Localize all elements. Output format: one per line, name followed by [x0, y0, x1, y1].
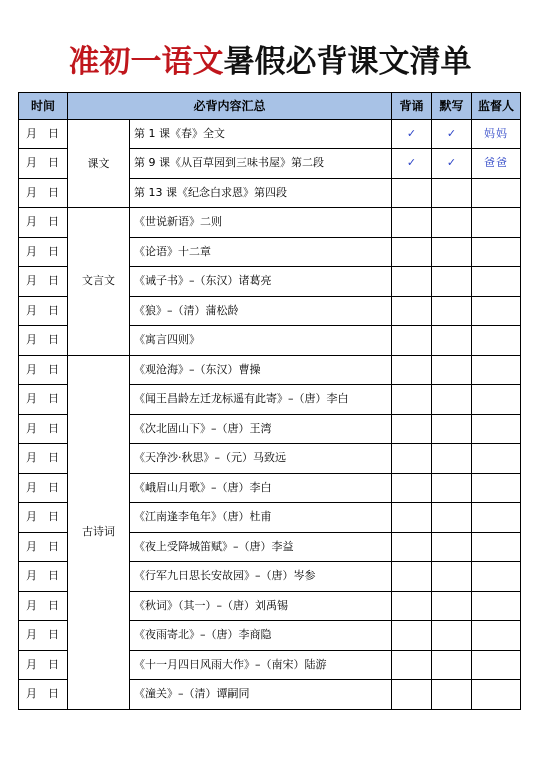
supervisor-cell[interactable] — [472, 444, 521, 474]
dictate-checkbox[interactable] — [432, 680, 472, 710]
dictate-checkbox[interactable]: ✓ — [432, 120, 472, 149]
recite-checkbox[interactable] — [392, 503, 432, 533]
date-cell[interactable] — [19, 473, 68, 503]
recite-checkbox[interactable]: ✓ — [392, 149, 432, 179]
table-row — [19, 355, 521, 385]
dictate-checkbox[interactable] — [432, 385, 472, 415]
content-item: 《寓言四则》 — [130, 326, 392, 356]
dictate-checkbox[interactable] — [432, 621, 472, 651]
supervisor-cell[interactable]: 爸爸 — [472, 149, 521, 179]
recite-checkbox[interactable] — [392, 355, 432, 385]
date-cell[interactable] — [19, 355, 68, 385]
day-label: 日 — [48, 362, 59, 376]
date-cell[interactable] — [19, 267, 68, 297]
month-label: 月 — [26, 598, 37, 612]
supervisor-cell[interactable] — [472, 473, 521, 503]
month-label: 月 — [26, 421, 37, 435]
dictate-checkbox[interactable] — [432, 326, 472, 356]
table-row — [19, 120, 521, 149]
content-item: 第 13 课《纪念白求恩》第四段 — [130, 178, 392, 208]
content-item: 《行军九日思长安故园》–（唐）岑参 — [130, 562, 392, 592]
month-label: 月 — [26, 244, 37, 258]
day-label: 日 — [48, 215, 59, 229]
content-item: 《次北固山下》–（唐）王湾 — [130, 414, 392, 444]
supervisor-cell[interactable] — [472, 326, 521, 356]
content-item: 《论语》十二章 — [130, 237, 392, 267]
month-label: 月 — [26, 451, 37, 465]
category-lessons: 课文 — [68, 120, 130, 208]
date-cell[interactable] — [19, 178, 68, 208]
supervisor-cell[interactable] — [472, 621, 521, 651]
title-main: 暑假必背课文清单 — [223, 44, 472, 80]
date-cell[interactable] — [19, 503, 68, 533]
month-label: 月 — [26, 480, 37, 494]
dictate-checkbox[interactable] — [432, 414, 472, 444]
category-ancient-poems: 古诗词 — [68, 355, 130, 709]
dictate-checkbox[interactable]: ✓ — [432, 149, 472, 179]
month-label: 月 — [26, 392, 37, 406]
dictate-checkbox[interactable] — [432, 267, 472, 297]
content-item: 第 1 课《春》全文 — [130, 120, 392, 149]
dictate-checkbox[interactable] — [432, 208, 472, 238]
header-supervisor: 监督人 — [472, 93, 521, 120]
content-item: 第 9 课《从百草园到三味书屋》第二段 — [130, 149, 392, 179]
month-label: 月 — [26, 127, 37, 140]
date-cell[interactable] — [19, 562, 68, 592]
supervisor-cell[interactable] — [472, 208, 521, 238]
dictate-checkbox[interactable] — [432, 532, 472, 562]
date-cell[interactable] — [19, 296, 68, 326]
day-label: 日 — [48, 333, 59, 347]
content-item: 《秋词》（其一）–（唐）刘禹锡 — [130, 591, 392, 621]
recite-checkbox[interactable] — [392, 237, 432, 267]
date-cell[interactable] — [19, 444, 68, 474]
dictate-checkbox[interactable] — [432, 562, 472, 592]
supervisor-cell[interactable] — [472, 680, 521, 710]
recite-checkbox[interactable] — [392, 178, 432, 208]
dictate-checkbox[interactable] — [432, 473, 472, 503]
header-dictate: 默写 — [432, 93, 472, 120]
month-label: 月 — [26, 156, 37, 170]
supervisor-cell[interactable] — [472, 178, 521, 208]
supervisor-cell[interactable] — [472, 237, 521, 267]
day-label: 日 — [48, 598, 59, 612]
supervisor-cell[interactable] — [472, 591, 521, 621]
supervisor-cell[interactable] — [472, 355, 521, 385]
recite-checkbox[interactable]: ✓ — [392, 120, 432, 149]
date-cell[interactable] — [19, 326, 68, 356]
day-label: 日 — [48, 628, 59, 642]
supervisor-cell[interactable] — [472, 503, 521, 533]
month-label: 月 — [26, 687, 37, 701]
dictate-checkbox[interactable] — [432, 178, 472, 208]
date-cell[interactable] — [19, 414, 68, 444]
day-label: 日 — [48, 274, 59, 288]
dictate-checkbox[interactable] — [432, 444, 472, 474]
day-label: 日 — [48, 303, 59, 317]
date-cell[interactable] — [19, 385, 68, 415]
recite-checkbox[interactable] — [392, 680, 432, 710]
day-label: 日 — [48, 185, 59, 199]
content-item: 《峨眉山月歌》–（唐）李白 — [130, 473, 392, 503]
recitation-checklist-table — [18, 92, 521, 710]
recite-checkbox[interactable] — [392, 208, 432, 238]
dictate-checkbox[interactable] — [432, 296, 472, 326]
supervisor-cell[interactable]: 妈妈 — [472, 120, 521, 149]
recite-checkbox[interactable] — [392, 591, 432, 621]
month-label: 月 — [26, 333, 37, 347]
dictate-checkbox[interactable] — [432, 355, 472, 385]
day-label: 日 — [48, 569, 59, 583]
day-label: 日 — [48, 156, 59, 170]
day-label: 日 — [48, 451, 59, 465]
dictate-checkbox[interactable] — [432, 237, 472, 267]
recite-checkbox[interactable] — [392, 267, 432, 297]
content-item: 《观沧海》–（东汉）曹操 — [130, 355, 392, 385]
content-item: 《夜上受降城笛赋》–（唐）李益 — [130, 532, 392, 562]
content-item: 《夜雨寄北》–（唐）李商隐 — [130, 621, 392, 651]
supervisor-cell[interactable] — [472, 385, 521, 415]
recite-checkbox[interactable] — [392, 621, 432, 651]
month-label: 月 — [26, 569, 37, 583]
table-header-row — [19, 93, 521, 120]
day-label: 日 — [48, 392, 59, 406]
date-cell[interactable] — [19, 149, 68, 179]
day-label: 日 — [48, 127, 59, 140]
recite-checkbox[interactable] — [392, 385, 432, 415]
supervisor-cell[interactable] — [472, 650, 521, 680]
month-label: 月 — [26, 628, 37, 642]
recite-checkbox[interactable] — [392, 562, 432, 592]
date-cell[interactable] — [19, 532, 68, 562]
day-label: 日 — [48, 687, 59, 701]
date-cell[interactable] — [19, 680, 68, 710]
supervisor-cell[interactable] — [472, 532, 521, 562]
table-body — [19, 120, 521, 710]
supervisor-cell[interactable] — [472, 414, 521, 444]
header-content: 必背内容汇总 — [68, 93, 392, 120]
dictate-checkbox[interactable] — [432, 503, 472, 533]
day-label: 日 — [48, 480, 59, 494]
day-label: 日 — [48, 539, 59, 553]
month-label: 月 — [26, 539, 37, 553]
title-highlight: 准初一语文 — [68, 44, 224, 80]
month-label: 月 — [26, 185, 37, 199]
month-label: 月 — [26, 215, 37, 229]
content-item: 《十一月四日风雨大作》–（南宋）陆游 — [130, 650, 392, 680]
day-label: 日 — [48, 510, 59, 524]
day-label: 日 — [48, 657, 59, 671]
content-item: 《诫子书》–（东汉）诸葛亮 — [130, 267, 392, 297]
date-cell[interactable] — [19, 120, 68, 149]
recite-checkbox[interactable] — [392, 532, 432, 562]
date-cell[interactable] — [19, 208, 68, 238]
month-label: 月 — [26, 274, 37, 288]
content-item: 《狼》–（清）蒲松龄 — [130, 296, 392, 326]
dictate-checkbox[interactable] — [432, 591, 472, 621]
date-cell[interactable] — [19, 650, 68, 680]
month-label: 月 — [26, 362, 37, 376]
recite-checkbox[interactable] — [392, 650, 432, 680]
header-recite: 背诵 — [392, 93, 432, 120]
date-cell[interactable] — [19, 237, 68, 267]
recite-checkbox[interactable] — [392, 326, 432, 356]
content-item: 《潼关》–（清）谭嗣同 — [130, 680, 392, 710]
day-label: 日 — [48, 421, 59, 435]
month-label: 月 — [26, 510, 37, 524]
date-cell[interactable] — [19, 591, 68, 621]
supervisor-cell[interactable] — [472, 267, 521, 297]
month-label: 月 — [26, 303, 37, 317]
page-title — [0, 38, 540, 86]
recite-checkbox[interactable] — [392, 296, 432, 326]
day-label: 日 — [48, 244, 59, 258]
content-item: 《天净沙·秋思》–（元）马致远 — [130, 444, 392, 474]
content-item: 《江南逢李龟年》（唐）杜甫 — [130, 503, 392, 533]
month-label: 月 — [26, 657, 37, 671]
date-cell[interactable] — [19, 621, 68, 651]
content-item: 《闻王昌龄左迁龙标遥有此寄》–（唐）李白 — [130, 385, 392, 415]
recite-checkbox[interactable] — [392, 414, 432, 444]
category-classical-chinese: 文言文 — [68, 208, 130, 356]
supervisor-cell[interactable] — [472, 562, 521, 592]
header-time: 时间 — [19, 93, 68, 120]
recite-checkbox[interactable] — [392, 473, 432, 503]
supervisor-cell[interactable] — [472, 296, 521, 326]
recite-checkbox[interactable] — [392, 444, 432, 474]
table-row — [19, 208, 521, 238]
dictate-checkbox[interactable] — [432, 650, 472, 680]
content-item: 《世说新语》二则 — [130, 208, 392, 238]
